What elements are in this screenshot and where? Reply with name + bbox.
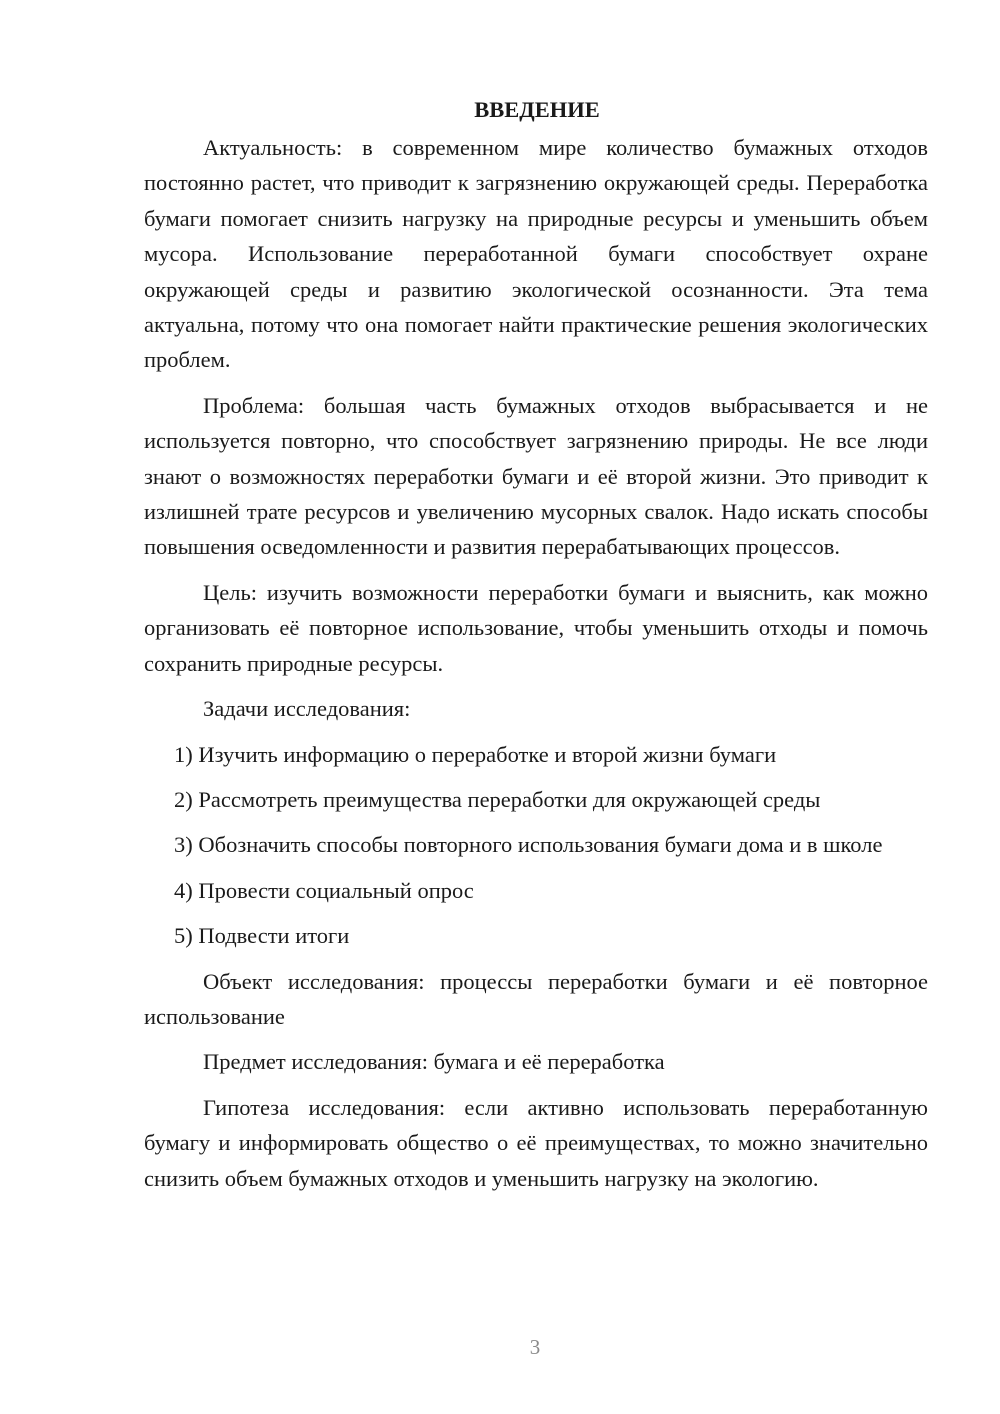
- task-item-3: 3) Обозначить способы повторного использования бумаги дома и в школе: [174, 832, 883, 858]
- task-item-5: 5) Подвести итоги: [174, 923, 350, 949]
- hypothesis-paragraph: Гипотеза исследования: если активно использовать переработанную бумагу и информировать общество о её преимуществах, то можно значительно снизить объем бумажных отходов и уменьшить нагрузку на экологию.: [144, 1094, 928, 1191]
- subject-paragraph: Предмет исследования: бумага и её переработка: [203, 1049, 665, 1075]
- task-item-2: 2) Рассмотреть преимущества переработки для окружающей среды: [174, 786, 821, 812]
- relevance-paragraph: Актуальность: в современном мире количество бумажных отходов постоянно растет, что приводит к загрязнению окружающей среды. Переработка бумаги помогает снизить нагрузку на природные ресурсы и уменьшить объем мусора. Использование переработанной бумаги способствует охране окружающей среды и развитию экологической осознанности. Эта тема актуальна, потому что она помогает найти практические решения экологических проблем.: [144, 135, 928, 373]
- problem-paragraph: Проблема: большая часть бумажных отходов выбрасывается и не используется повторно, что способствует загрязнению природы. Не все люди знают о возможностях переработки бумаги и её второй жизни. Это приводит к излишней трате ресурсов и увеличению мусорных свалок. Надо искать способы повышения осведомленности и развития перерабатывающих процессов.: [144, 392, 928, 560]
- goal-paragraph: Цель: изучить возможности переработки бумаги и выяснить, как можно организовать её повторное использование, чтобы уменьшить отходы и помочь сохранить природные ресурсы.: [144, 579, 928, 676]
- object-paragraph: Объект исследования: процессы переработки бумаги и её повторное использование: [144, 968, 928, 1029]
- task-item-4: 4) Провести социальный опрос: [174, 877, 474, 903]
- document-page: [144, 92, 928, 1206]
- page-title: ВВЕДЕНИЕ: [474, 97, 600, 122]
- task-item-1: 1) Изучить информацию о переработке и второй жизни бумаги: [174, 741, 777, 767]
- tasks-heading: Задачи исследования:: [203, 696, 411, 722]
- page-number: 3: [529, 1335, 541, 1359]
